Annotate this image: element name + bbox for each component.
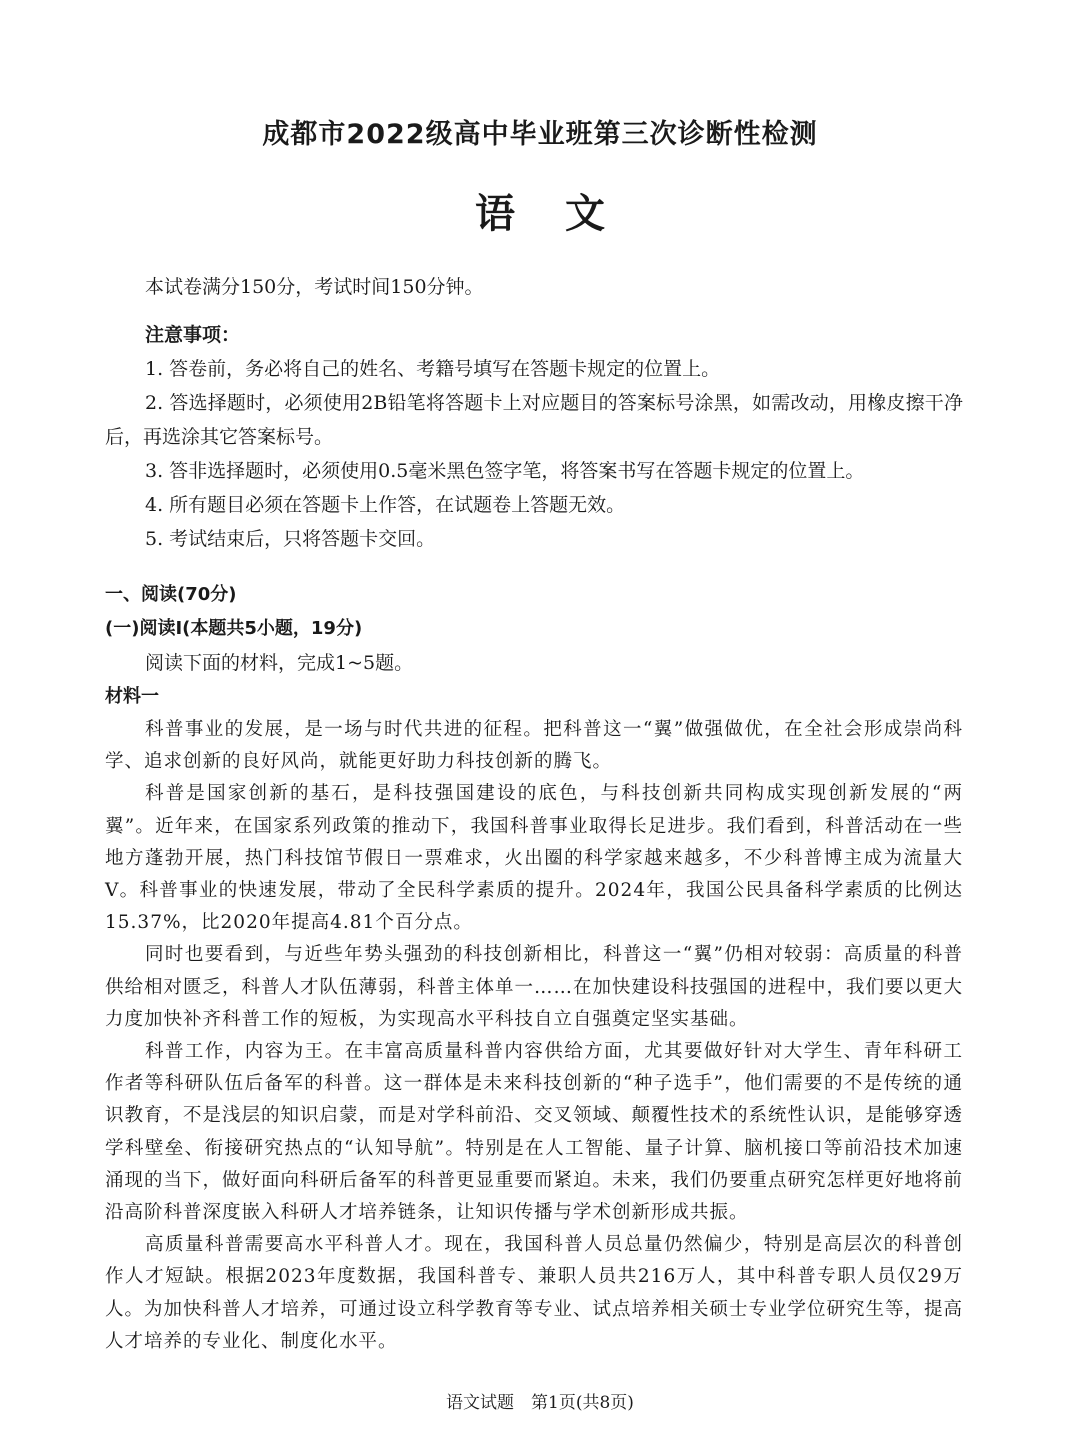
notes-block: [105, 318, 963, 556]
note-item: 1. 答卷前，务必将自己的姓名、考籍号填写在答题卡规定的位置上。: [145, 358, 721, 380]
exam-intro: 本试卷满分150分，考试时间150分钟。: [145, 276, 484, 298]
material-paragraph: 同时也要看到，与近些年势头强劲的科技创新相比，科普这一“翼”仍相对较弱：高质量的科普供给相对匮乏，科普人才队伍薄弱，科普主体单一……在加快建设科技强国的进程中，我们要以更大力度加快补齐科普工作的短板，为实现高水平科技自立自强奠定坚实基础。: [105, 944, 964, 1030]
subject-title: 语文: [475, 191, 655, 237]
note-item: 4. 所有题目必须在答题卡上作答，在试题卷上答题无效。: [145, 494, 626, 516]
note-item: 2. 答选择题时，必须使用2B铅笔将答题卡上对应题目的答案标号涂黑，如需改动，用橡皮擦干净后，再选涂其它答案标号。: [105, 392, 963, 448]
section-heading: 一、阅读(70分): [105, 584, 237, 605]
material-paragraph: 科普是国家创新的基石，是科技强国建设的底色，与科技创新共同构成实现创新发展的“两翼”。近年来，在国家系列政策的推动下，我国科普事业取得长足进步。我们看到，科普活动在一些地方蓬勃开展，热门科技馆节假日一票难求，火出圈的科学家越来越多，不少科普博主成为流量大V。科普事业的快速发展，带动了全民科学素质的提升。2024年，我国公民具备科学素质的比例达15.37%，比2020年提高4.81个百分点。: [105, 783, 963, 934]
notes-title: 注意事项：: [145, 324, 241, 346]
material-label: 材料一: [105, 686, 159, 707]
exam-title: 成都市2022级高中毕业班第三次诊断性检测: [262, 119, 818, 150]
material-paragraph: 高质量科普需要高水平科普人才。现在，我国科普人员总量仍然偏少，特别是高层次的科普创作人才短缺。根据2023年度数据，我国科普专、兼职人员共216万人，其中科普专职人员仅29万人。为加快科普人才培养，可通过设立科学教育等专业、试点培养相关硕士专业学位研究生等，提高人才培养的专业化、制度化水平。: [105, 1234, 964, 1352]
material-paragraph: 科普工作，内容为王。在丰富高质量科普内容供给方面，尤其要做好针对大学生、青年科研工作者等科研队伍后备军的科普。这一群体是未来科技创新的“种子选手”，他们需要的不是传统的通识教育，不是浅层的知识启蒙，而是对学科前沿、交叉领域、颠覆性技术的系统性认识，是能够穿透学科壁垒、衔接研究热点的“认知导航”。特别是在人工智能、量子计算、脑机接口等前沿技术加速涌现的当下，做好面向科研后备军的科普更显重要而紧迫。未来，我们仍要重点研究怎样更好地将前沿高阶科普深度嵌入科研人才培养链条，让知识传播与学术创新形成共振。: [105, 1041, 964, 1224]
note-item: 3. 答非选择题时，必须使用0.5毫米黑色签字笔，将答案书写在答题卡规定的位置上。: [145, 460, 865, 482]
material-paragraph: 科普事业的发展，是一场与时代共进的征程。把科普这一“翼”做强做优，在全社会形成崇尚科学、追求创新的良好风尚，就能更好助力科技创新的腾飞。: [105, 719, 963, 773]
note-item: 5. 考试结束后，只将答题卡交回。: [145, 528, 436, 550]
section-subheading: (一)阅读Ⅰ(本题共5小题，19分): [105, 618, 363, 639]
reading-section: [105, 578, 963, 1358]
page-footer: 语文试题 第1页(共8页): [446, 1393, 634, 1413]
section-instruction: 阅读下面的材料，完成1~5题。: [145, 652, 414, 674]
